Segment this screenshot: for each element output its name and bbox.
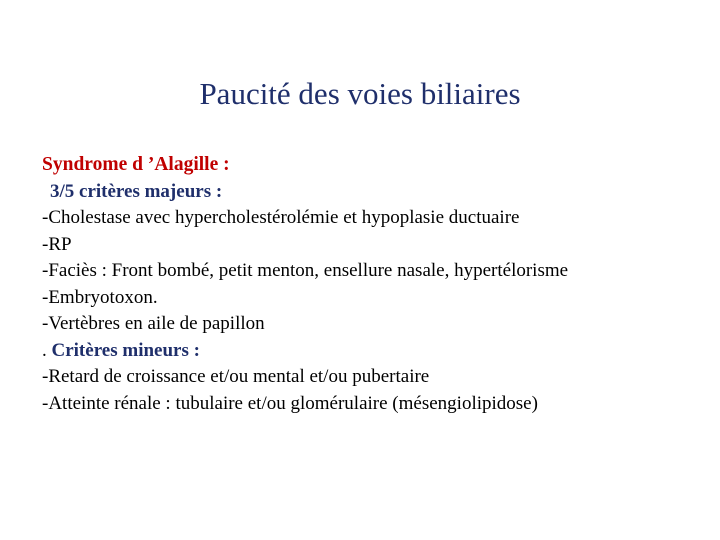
minor-criteria-heading: Critères mineurs :: [51, 339, 200, 361]
major-criterion-item: -RP: [42, 233, 72, 255]
slide-title: Paucité des voies biliaires: [199, 76, 521, 111]
minor-criteria-prefix: .: [42, 339, 52, 361]
minor-criterion-item: -Retard de croissance et/ou mental et/ou pubertaire: [42, 366, 430, 387]
slide-body: [42, 152, 702, 417]
syndrome-heading: Syndrome d ’Alagille :: [42, 154, 230, 175]
major-criterion-item: -Embryotoxon.: [42, 286, 158, 308]
major-criteria-heading: 3/5 critères majeurs :: [50, 180, 223, 202]
major-criterion-item: -Faciès : Front bombé, petit menton, ensellure nasale, hypertélorisme: [42, 260, 569, 281]
minor-criterion-item: -Atteinte rénale : tubulaire et/ou glomérulaire (mésengiolipidose): [42, 392, 538, 414]
minor-criteria-line: [42, 338, 702, 365]
major-criterion-item: -Cholestase avec hypercholestérolémie et hypoplasie ductuaire: [42, 207, 520, 228]
major-criterion-item: -Vertèbres en aile de papillon: [42, 313, 265, 334]
